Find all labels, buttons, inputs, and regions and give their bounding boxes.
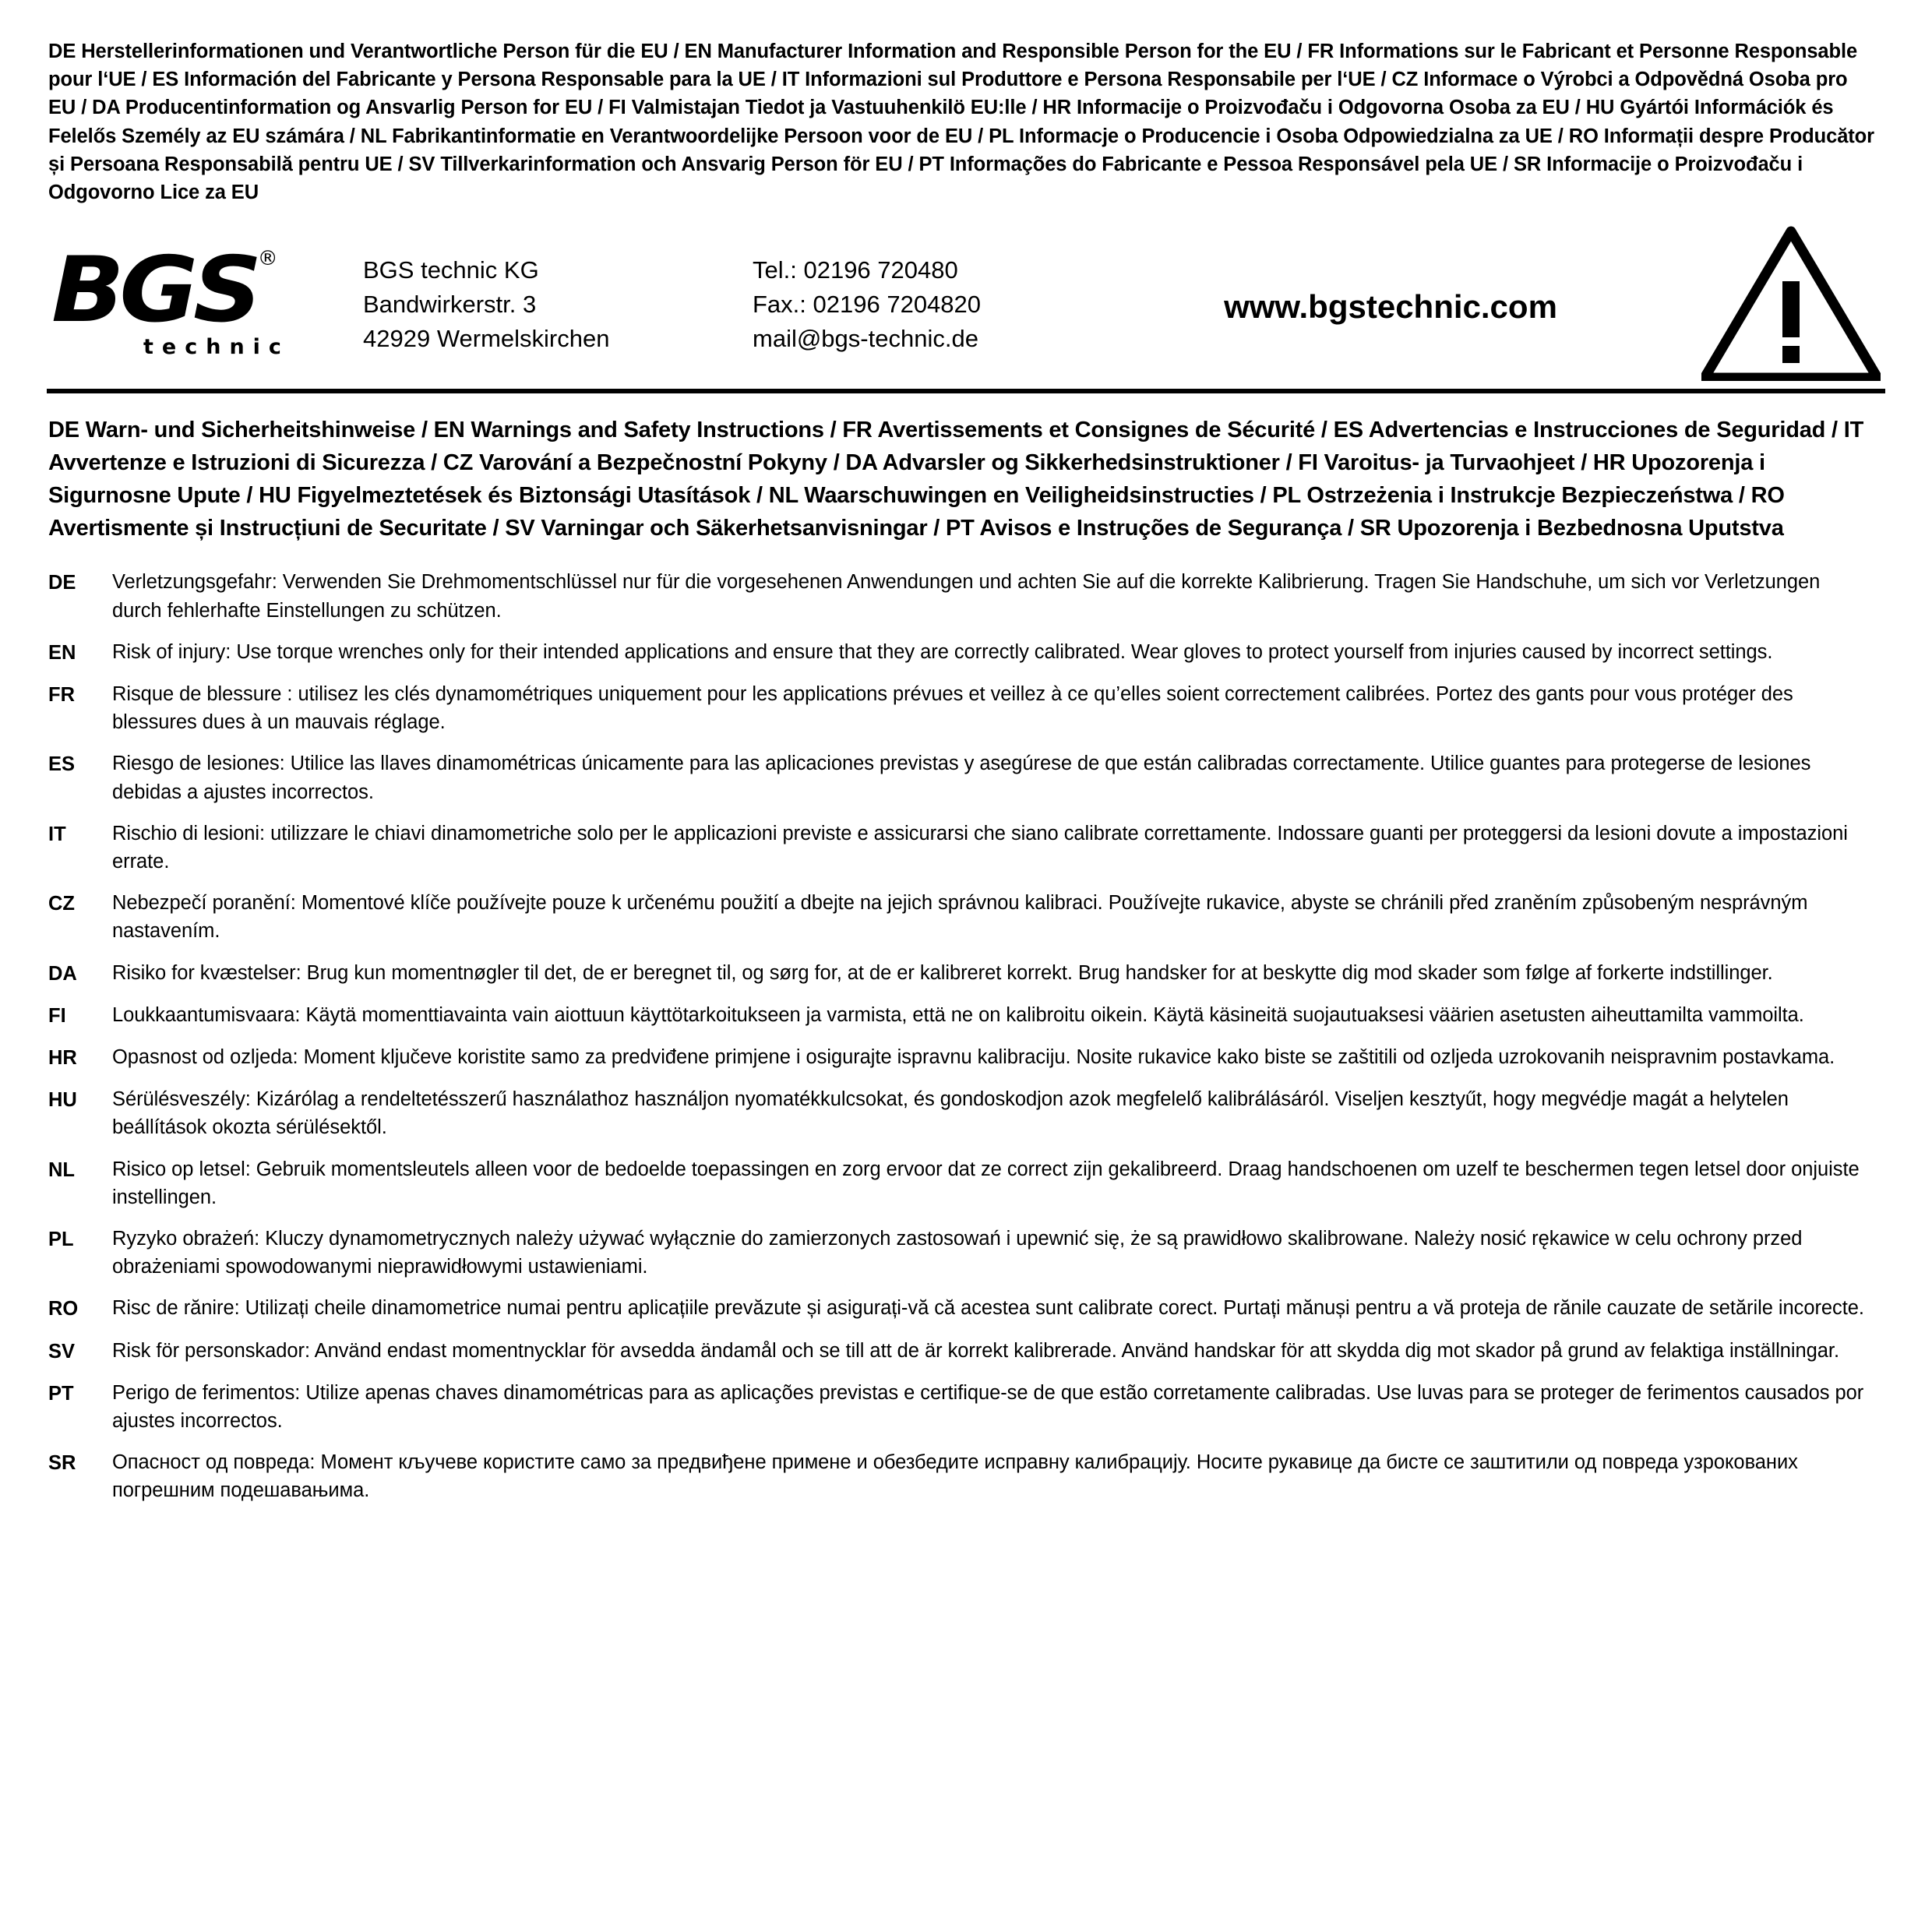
company-contact [753,250,1119,356]
warning-row-ro [47,1294,1885,1323]
company-address [363,250,753,356]
bgs-logo [47,237,363,359]
language-code: HU [48,1089,77,1112]
warning-text: Risk of injury: Use torque wrenches only for their intended applications and ensure that they are correctly calibrated. Wear gloves to protect yourself from injuries caused by incorrect settings. [112,640,1773,663]
warning-row-it [47,820,1885,876]
language-code: PL [48,1229,74,1251]
warnings-section-heading: DE Warn- und Sicherheitshinweise / EN Warnings and Safety Instructions / FR Avertissements et Consignes de Sécurité / ES Advertencias e Instrucciones de Seguridad / IT Avvertenze e Istruzioni di Sicurezza / CZ Varování a Bezpečnostní Pokyny / DA Advarsler og Sikkerhedsinstruktioner / FI Varoitus- ja Turvaohjeet / HR Upozorenja i Sigurnosne Upute / HU Figyelmeztetések és Biztonsági Utasítások / NL Waarschuwingen en Veiligheidsinstructies / PL Ostrzeżenia i Instrukcje Bezpieczeństwa / RO Avertismente și Instrucțiuni de Securitate / SV Varningar och Säkerhetsanvisningar / PT Avisos e Instruções de Segurança / SR Upozorenja i Bezbednosna Uputstva [48,418,1864,541]
registered-trademark-icon: ® [257,246,278,270]
language-code: RO [48,1298,79,1320]
company-fax: Fax.: 02196 7204820 [753,291,982,319]
language-code: NL [48,1158,75,1181]
language-code: DA [48,962,77,985]
company-header-band [47,220,1885,393]
warning-text: Risque de blessure : utilisez les clés dynamométriques uniquement pour les applications prévues et veillez à ce qu’elles soient correctement calibrées. Portez des gants pour vous protéger des blessures dues à un mauvais réglage. [112,683,1793,734]
warning-text: Perigo de ferimentos: Utilize apenas chaves dinamométricas para as aplicações previstas e certifique-se de que estão corretamente calibradas. Use luvas para se proteger de ferimentos causados por ajustes incorrectos. [112,1381,1864,1433]
warning-row-sv [47,1337,1885,1366]
warning-text: Rischio di lesioni: utilizzare le chiavi dinamometriche solo per le applicazioni previste e assicurarsi che siano calibrate correttamente. Indossare guanti per proteggersi da lesioni dovute a impostazioni errate. [112,822,1848,873]
warning-row-pl [47,1225,1885,1281]
language-code: PT [48,1382,74,1405]
warning-text: Opasnost od ozljeda: Moment ključeve koristite samo za predviđene primjene i osigurajte ispravnu kalibraciju. Nosite rukavice kako biste se zaštitili od ozljeda uzrokovanih neispravnim postavkama. [112,1046,1835,1069]
warning-text: Nebezpečí poranění: Momentové klíče používejte pouze k určenému použití a dbejte na jejich správnou kalibraci. Používejte rukavice, abyste se chránili před zraněním způsobeným nesprávným nastavením. [112,892,1808,943]
warning-text: Verletzungsgefahr: Verwenden Sie Drehmomentschlüssel nur für die vorgesehenen Anwendungen und achten Sie auf die korrekte Kalibrierung. Tragen Sie Handschuhe, um sich vor Verletzungen durch fehlerhafte Einstellungen zu schützen. [112,571,1821,622]
language-code: HR [48,1047,77,1070]
warning-language-list [47,568,1885,1504]
warning-row-de [47,568,1885,624]
language-code: FI [48,1004,66,1027]
company-telephone: Tel.: 02196 720480 [753,256,958,284]
warning-row-cz [47,889,1885,945]
bgs-logo-text: BGS [51,237,258,343]
warning-triangle-icon [1686,225,1885,381]
manufacturer-info-heading: DE Herstellerinformationen und Verantwortliche Person für die EU / EN Manufacturer Information and Responsible Person for the EU / FR Informations sur le Fabricant et Personne Responsable pour l‘UE / ES Información del Fabricante y Persona Responsable para la UE / IT Informazioni sul Produttore e Persona Responsabile per l‘UE / CZ Informace o Výrobci a Odpovědná Osoba pro EU / DA Producentinformation og Ansvarlig Person for EU / FI Valmistajan Tiedot ja Vastuuhenkilö EU:lle / HR Informacije o Proizvođaču i Odgovorna Osoba za EU / HU Gyártói Információk és Felelős Személy az EU számára / NL Fabrikantinformatie en Verantwoordelijke Persoon voor de EU / PL Informacje o Producencie i Osoba Odpowiedzialna za UE / RO Informații despre Producător și Persoana Responsabilă pentru UE / SV Tillverkarinformation och Ansvarig Person för EU / PT Informações do Fabricante e Pessoa Responsável pela UE / SR Informacije o Proizvođaču i Odgovorno Lice za EU [48,41,1874,204]
warning-text: Riesgo de lesiones: Utilice las llaves dinamométricas únicamente para las aplicaciones previstas y asegúrese de que están calibradas correctamente. Utilice guantes para protegerse de lesiones debidas a ajustes incorrectos. [112,753,1811,803]
warning-row-pt [47,1379,1885,1435]
company-street: Bandwirkerstr. 3 [363,291,537,319]
warning-text: Risk för personskador: Använd endast momentnycklar för avsedda ändamål och se till att de är korrekt kalibrerade. Använd handskar för att skydda dig mot skador på grund av felaktiga inställningar. [112,1339,1839,1362]
warning-row-fi [47,1001,1885,1030]
language-code: EN [48,641,76,664]
company-email[interactable]: mail@bgs-technic.de [753,325,978,353]
warning-text: Loukkaantumisvaara: Käytä momenttiavainta vain aiottuun käyttötarkoitukseen ja varmista, että ne on kalibroitu oikein. Käytä käsineitä suojautuaksesi väärien asetusten aiheuttamilta vammoilta. [112,1003,1804,1026]
warning-row-fr [47,680,1885,736]
warning-text: Ryzyko obrażeń: Kluczy dynamometrycznych należy używać wyłącznie do zamierzonych zastosowań i upewnić się, że są prawidłowo skalibrowane. Należy nosić rękawice w celu ochrony przed obrażeniami spowodowanymi nieprawidłowymi ustawieniami. [112,1228,1803,1278]
bgs-logo-wordmark [51,237,278,343]
warning-row-hu [47,1085,1885,1141]
warning-text: Опасност од повреда: Момент кључеве користите само за предвиђене примене и обезбедите исправну калибрацију. Носите рукавице да бисте се заштитили од повреда узрокованих погрешним подешавањима. [112,1451,1798,1502]
warning-text: Risc de rănire: Utilizați cheile dinamometrice numai pentru aplicațiile prevăzute și asigurați-vă că acestea sunt calibrate corect. Purtați mănuși pentru a vă proteja de rănile cauzate de setările incorecte. [112,1297,1864,1320]
bgs-logo-subtext: technic [143,334,290,359]
warning-text: Risiko for kvæstelser: Brug kun momentnøgler til det, de er beregnet til, og sørg for, at de er kalibreret korrekt. Brug handsker for at beskytte dig mod skader som følge af forkerte indstillinger. [112,961,1773,984]
company-city: 42929 Wermelskirchen [363,325,610,353]
warning-text: Risico op letsel: Gebruik momentsleutels alleen voor de bedoelde toepassingen en zorg ervoor dat ze correct zijn gekalibreerd. Draag handschoenen om uzelf te beschermen tegen letsel door onjuiste instellingen. [112,1158,1860,1208]
warning-row-en [47,638,1885,667]
language-code: FR [48,684,75,707]
company-name: BGS technic KG [363,256,539,284]
warning-row-es [47,749,1885,806]
warning-row-da [47,959,1885,988]
language-code: CZ [48,893,75,915]
language-code: DE [48,572,76,594]
language-code: SR [48,1452,76,1475]
warning-row-hr [47,1043,1885,1072]
language-code: SV [48,1340,76,1363]
warning-row-nl [47,1155,1885,1211]
language-code: IT [48,823,66,845]
company-website[interactable]: www.bgstechnic.com [1224,288,1557,326]
warning-row-sr [47,1448,1885,1504]
warning-text: Sérülésveszély: Kizárólag a rendeltetésszerű használathoz használjon nyomatékkulcsokat, és gondoskodjon azok megfelelő kalibrálásáról. Viseljen kesztyűt, hogy megvédje magát a helytelen beállítások okozta sérülésektől. [112,1088,1789,1139]
language-code: ES [48,753,76,776]
